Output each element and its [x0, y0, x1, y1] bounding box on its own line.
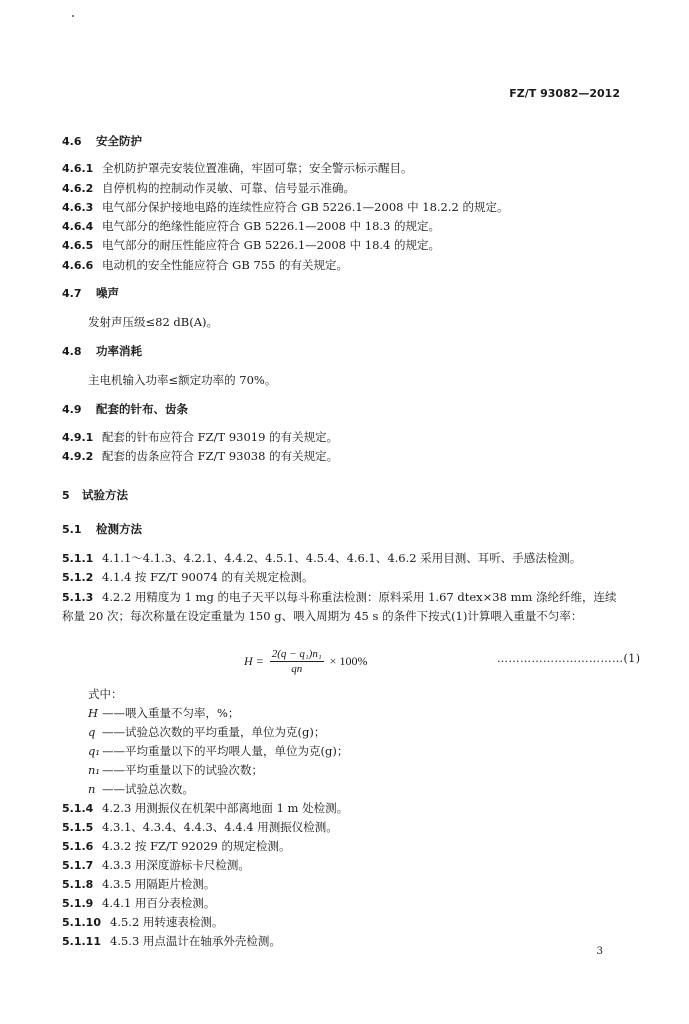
clause-4-6-4: [62, 218, 440, 234]
clause-number: 4.9.2: [62, 450, 94, 463]
clause-number: 4.6.3: [62, 201, 94, 214]
section-4-6-heading: [62, 133, 142, 149]
clause-5-1-8: [62, 876, 215, 892]
clause-text: 4.1.1～4.1.3、4.2.1、4.4.2、4.5.1、4.5.4、4.6.1、4.6.2 采用目测、耳听、手感法检测。: [102, 551, 582, 565]
clause-5-1-7: [62, 857, 250, 873]
clause-5-1-6: [62, 838, 290, 854]
where-label: 式中：: [88, 687, 123, 701]
clause-number: 5.1.6: [62, 840, 94, 853]
clause-text: 4.2.2 用精度为 1 mg 的电子天平以每斗称重法检测：原料采用 1.67 dtex×38 mm 涤纶纤维，连续称量 20 次；每次称量在设定重量为 150 g、喂入周期为 45 s 的条件下按式(1)计算喂入重量不匀率：: [62, 590, 617, 623]
definition-text: ——平均重量以下的试验次数；: [102, 763, 263, 777]
formula-rhs: × 100%: [329, 654, 368, 668]
clause-number: 5.1.11: [62, 935, 101, 948]
clause-text: 自停机构的控制动作灵敏、可靠、信号显示准确。: [102, 181, 355, 195]
formula-lhs: H =: [244, 654, 264, 668]
definition-text: ——试验总次数。: [102, 782, 194, 796]
section-4-9-heading: [62, 401, 188, 417]
chapter-number: 5: [62, 489, 70, 502]
clause-number: 5.1.4: [62, 802, 94, 815]
clause-text: 4.4.1 用百分表检测。: [102, 896, 216, 910]
definition-q: [88, 724, 325, 740]
clause-text: 4.3.1、4.3.4、4.4.3、4.4.4 用测振仪检测。: [102, 820, 338, 834]
clause-text: 4.3.3 用深度游标卡尺检测。: [102, 858, 250, 872]
section-number: 5.1: [62, 523, 82, 536]
unevenness-formula: [244, 648, 367, 675]
clause-text: 4.2.3 用测振仪在机架中部离地面 1 m 处检测。: [102, 801, 349, 815]
section-number: 4.6: [62, 135, 82, 148]
chapter-5-heading: [62, 487, 128, 503]
section-title: 噪声: [96, 286, 119, 300]
definition-text: ——平均重量以下的平均喂人量，单位为克(g)；: [102, 744, 349, 758]
clause-number: 4.6.4: [62, 220, 94, 233]
clause-text: 电气部分保护接地电路的连续性应符合 GB 5226.1—2008 中 18.2.2 的规定。: [102, 200, 509, 214]
section-title: 功率消耗: [96, 344, 142, 358]
standard-code-header: FZ/T 93082—2012: [509, 87, 620, 100]
section-number: 4.9: [62, 403, 82, 416]
equation-number: ……………………………(1): [497, 652, 641, 665]
chapter-title: 试验方法: [82, 488, 128, 502]
clause-text: 电动机的安全性能应符合 GB 755 的有关规定。: [102, 258, 349, 272]
section-title: 检测方法: [96, 522, 142, 536]
symbol: q: [88, 725, 96, 739]
clause-text: 配套的针布应符合 FZ/T 93019 的有关规定。: [102, 430, 339, 444]
clause-number: 5.1.1: [62, 552, 94, 565]
clause-number: 5.1.7: [62, 859, 94, 872]
clause-number: 4.6.1: [62, 162, 94, 175]
clause-5-1-1: [62, 550, 581, 566]
section-4-8-heading: [62, 343, 142, 359]
clause-number: 5.1.9: [62, 897, 94, 910]
noise-requirement: 发射声压级≤82 dB(A)。: [88, 315, 219, 329]
definition-H: [88, 705, 239, 721]
clause-text: 配套的齿条应符合 FZ/T 93038 的有关规定。: [102, 449, 339, 463]
formula-denominator: qn: [291, 663, 303, 675]
clause-4-6-6: [62, 257, 348, 273]
symbol: q₁: [88, 744, 100, 758]
symbol: n: [88, 782, 96, 796]
clause-number: 4.6.2: [62, 182, 94, 195]
clause-text: 4.5.2 用转速表检测。: [110, 915, 224, 929]
clause-text: 4.5.3 用点温计在轴承外壳检测。: [110, 934, 281, 948]
clause-number: 5.1.2: [62, 571, 94, 584]
clause-number: 4.6.5: [62, 239, 94, 252]
clause-4-9-2: [62, 448, 338, 464]
section-5-1-heading: [62, 521, 142, 537]
clause-4-9-1: [62, 429, 338, 445]
section-number: 4.7: [62, 287, 82, 300]
clause-4-6-3: [62, 199, 509, 215]
definition-n1: [88, 762, 263, 778]
clause-text: 4.3.2 按 FZ/T 92029 的规定检测。: [102, 839, 291, 853]
definition-text: ——喂入重量不匀率，%；: [102, 706, 240, 720]
clause-5-1-4: [62, 800, 348, 816]
clause-number: 5.1.3: [62, 591, 94, 604]
clause-text: 4.1.4 按 FZ/T 90074 的有关规定检测。: [102, 570, 314, 584]
symbol: n₁: [88, 763, 101, 777]
power-requirement: 主电机输入功率≤额定功率的 70%。: [88, 373, 277, 387]
clause-5-1-10: [62, 914, 223, 930]
clause-number: 4.6.6: [62, 259, 94, 272]
clause-5-1-5: [62, 819, 338, 835]
clause-4-6-1: [62, 160, 413, 176]
clause-number: 4.9.1: [62, 431, 94, 444]
clause-number: 5.1.5: [62, 821, 94, 834]
definition-q1: [88, 743, 348, 759]
clause-5-1-11: [62, 933, 281, 949]
section-number: 4.8: [62, 345, 82, 358]
clause-number: 5.1.10: [62, 916, 101, 929]
section-4-7-heading: [62, 285, 119, 301]
symbol: H: [88, 706, 99, 720]
page-number: 3: [596, 946, 603, 957]
formula-numerator: 2(q − q₁)n₁: [271, 648, 322, 660]
clause-5-1-3: [62, 588, 628, 626]
definition-text: ——试验总次数的平均重量，单位为克(g)；: [102, 725, 326, 739]
section-title: 安全防护: [96, 134, 142, 148]
clause-text: 4.3.5 用隔距片检测。: [102, 877, 216, 891]
clause-5-1-9: [62, 895, 215, 911]
clause-number: 5.1.8: [62, 878, 94, 891]
clause-4-6-2: [62, 180, 355, 196]
formula-fraction: [270, 648, 324, 675]
clause-text: 全机防护罩壳安装位置准确，牢固可靠；安全警示标示醒目。: [102, 161, 413, 175]
scan-speck: [72, 15, 74, 17]
definition-n: [88, 781, 194, 797]
clause-text: 电气部分的绝缘性能应符合 GB 5226.1—2008 中 18.3 的规定。: [102, 219, 441, 233]
clause-5-1-2: [62, 569, 313, 585]
clause-4-6-5: [62, 237, 440, 253]
clause-text: 电气部分的耐压性能应符合 GB 5226.1—2008 中 18.4 的规定。: [102, 238, 441, 252]
section-title: 配套的针布、齿条: [96, 402, 188, 416]
